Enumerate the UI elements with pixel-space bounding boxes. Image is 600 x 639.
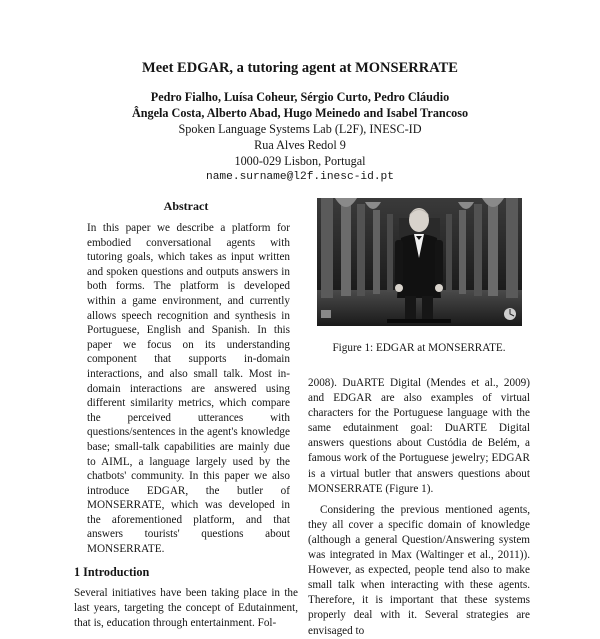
city-address: 1000-029 Lisbon, Portugal xyxy=(234,154,366,168)
author-block xyxy=(0,89,600,185)
right-paragraph-1: 2008). DuARTE Digital (Mendes et al., 2009) and EDGAR are also examples of virtual characters for the Portuguese language with the same edutainment goal: DuARTE Digital answers questions about Custódia de Belém, a famous work of the Portuguese jewelry; EDGAR is a virtual butler that answers questions about MONSERRATE (Figure 1). xyxy=(308,377,530,495)
author-line-2: Ângela Costa, Alberto Abad, Hugo Meinedo and Isabel Trancoso xyxy=(131,106,469,120)
right-column xyxy=(308,198,530,639)
abstract-heading: Abstract xyxy=(163,199,209,213)
section-heading-introduction: 1 Introduction xyxy=(74,564,150,579)
street-address: Rua Alves Redol 9 xyxy=(254,138,346,152)
author-line-1: Pedro Fialho, Luísa Coheur, Sérgio Curto, Pedro Cláudio xyxy=(150,90,450,104)
figure-image xyxy=(317,198,522,326)
left-column xyxy=(74,199,298,631)
abstract-text: In this paper we describe a platform for embodied conversational agents with tutoring goals, which takes as input written and spoken questions and outputs answers in both forms. The platform is developed within a game environment, and currently allows speech recognition and synthesis in Portuguese, English and Spanish. In this paper we focus on its understanding component that supports in-domain interactions, and also small talk. Most in-domain interactions are answered using different similarity metrics, which compare the perceived utterances with questions/sentences in the agent's knowledge base; small-talk capabilities are mainly due to AIML, a language largely used by the chatbots' community. In this paper we also introduce EDGAR, the butler of MONSERRATE, which was developed in the aforementioned platform, and that answers tourists' questions about MONSERRATE. xyxy=(87,222,290,556)
right-paragraph-2: Considering the previous mentioned agents, they all cover a specific domain of knowledge (although a general Question/Answering system was integrated in Max (Waltinger et al., 2011)). However, as expected, people tend also to make small talk when interacting with these agents. Therefore, it is important that these systems properly deal with it. Several strategies are envisaged to xyxy=(308,503,530,637)
figure-caption: Figure 1: EDGAR at MONSERRATE. xyxy=(332,342,506,354)
affiliation: Spoken Language Systems Lab (L2F), INESC-ID xyxy=(178,122,422,136)
paper-title: Meet EDGAR, a tutoring agent at MONSERRATE xyxy=(142,60,458,76)
email-address: name.surname@l2f.inesc-id.pt xyxy=(206,171,394,183)
butler-scene-illustration xyxy=(317,198,522,326)
introduction-text: Several initiatives have been taking place in the last years, targeting the concept of Edutainment, that is, education through entertainment. Fol- xyxy=(74,586,298,629)
